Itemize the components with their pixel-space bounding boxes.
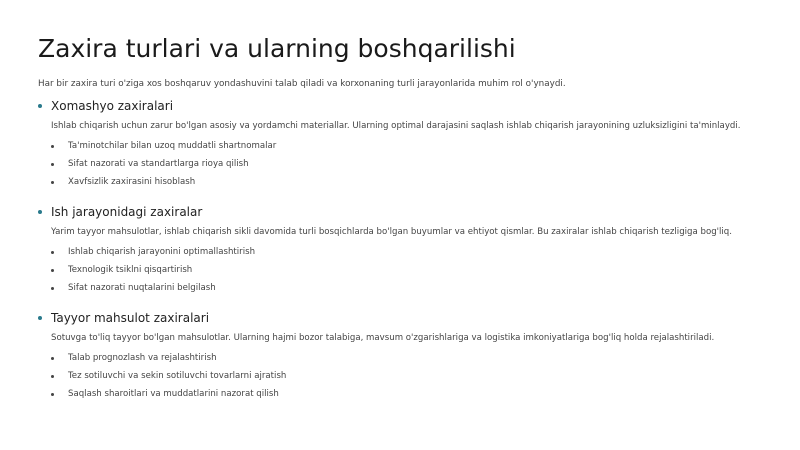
bullet-dot-icon bbox=[51, 251, 54, 254]
list-item-text: Texnologik tsiklni qisqartirish bbox=[68, 264, 193, 275]
list-item bbox=[51, 137, 762, 155]
list-item-text: Ishlab chiqarish jarayonini optimallashtirish bbox=[68, 246, 256, 257]
list-item-text: Saqlash sharoitlari va muddatlarini nazorat qilish bbox=[68, 388, 279, 399]
section-heading bbox=[38, 203, 762, 221]
list-item bbox=[51, 367, 762, 385]
section-title: Xomashyo zaxiralari bbox=[51, 99, 174, 113]
list-item bbox=[51, 155, 762, 173]
intro-paragraph: Har bir zaxira turi o'ziga xos boshqaruv yondashuvini talab qiladi va korxonaning turli jarayonlarida muhim rol o'ynaydi. bbox=[38, 79, 566, 89]
section-heading bbox=[38, 97, 762, 115]
list-item-text: Talab prognozlash va rejalashtirish bbox=[68, 352, 217, 363]
section-description: Sotuvga to'liq tayyor bo'lgan mahsulotlar. Ularning hajmi bozor talabiga, mavsum o'zgarishlariga va logistika imkoniyatlariga bog'liq holda rejalashtiriladi. bbox=[51, 333, 715, 343]
list-item bbox=[51, 279, 762, 297]
section-title: Tayyor mahsulot zaxiralari bbox=[51, 311, 210, 325]
bullet-dot-icon bbox=[51, 375, 54, 378]
list-item bbox=[51, 385, 762, 403]
section-title: Ish jarayonidagi zaxiralar bbox=[51, 205, 203, 219]
list-item-text: Sifat nazorati va standartlarga rioya qilish bbox=[68, 158, 249, 169]
list-item bbox=[51, 349, 762, 367]
bullet-list bbox=[38, 243, 762, 297]
list-item-text: Tez sotiluvchi va sekin sotiluvchi tovarlarni ajratish bbox=[68, 370, 287, 381]
page-title: Zaxira turlari va ularning boshqarilishi bbox=[38, 34, 516, 63]
section-heading bbox=[38, 309, 762, 327]
bullet-dot-icon bbox=[51, 145, 54, 148]
list-item bbox=[51, 173, 762, 191]
section-work-in-progress bbox=[38, 203, 762, 297]
list-item-text: Ta'minotchilar bilan uzoq muddatli shartnomalar bbox=[68, 140, 277, 151]
list-item-text: Sifat nazorati nuqtalarini belgilash bbox=[68, 282, 216, 293]
list-item bbox=[51, 243, 762, 261]
bullet-dot-icon bbox=[51, 357, 54, 360]
bullet-dot-icon bbox=[51, 393, 54, 396]
bullet-dot-icon bbox=[38, 210, 42, 214]
section-description: Yarim tayyor mahsulotlar, ishlab chiqarish sikli davomida turli bosqichlarda bo'lgan buyumlar va ehtiyot qismlar. Bu zaxiralar ishlab chiqarish tezligiga bog'liq. bbox=[51, 227, 732, 237]
bullet-dot-icon bbox=[51, 269, 54, 272]
section-finished-goods bbox=[38, 309, 762, 403]
bullet-dot-icon bbox=[51, 287, 54, 290]
bullet-list bbox=[38, 349, 762, 403]
section-raw-materials bbox=[38, 97, 762, 191]
bullet-dot-icon bbox=[38, 104, 42, 108]
bullet-dot-icon bbox=[51, 181, 54, 184]
list-item-text: Xavfsizlik zaxirasini hisoblash bbox=[68, 176, 196, 187]
section-description: Ishlab chiqarish uchun zarur bo'lgan asosiy va yordamchi materiallar. Ularning optimal darajasini saqlash ishlab chiqarish jarayonining uzluksizligini ta'minlaydi. bbox=[51, 121, 741, 131]
bullet-list bbox=[38, 137, 762, 191]
list-item bbox=[51, 261, 762, 279]
bullet-dot-icon bbox=[38, 316, 42, 320]
bullet-dot-icon bbox=[51, 163, 54, 166]
